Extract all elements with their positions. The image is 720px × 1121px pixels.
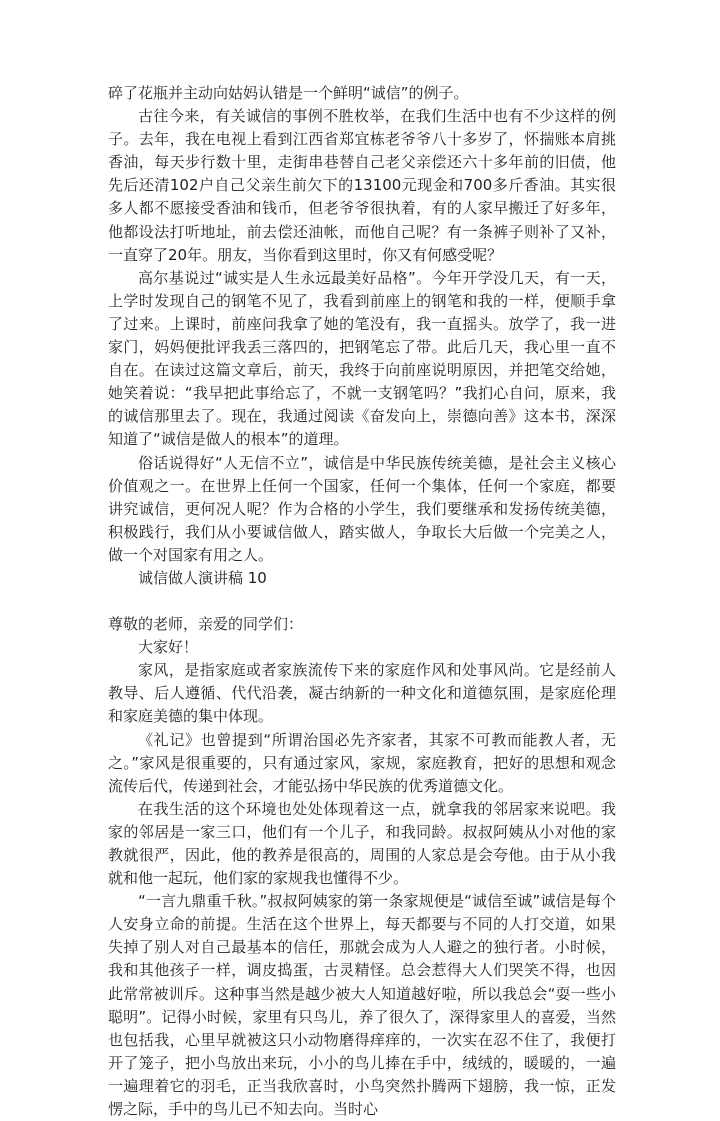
salutation: 尊敬的老师，亲爱的同学们： [108,615,304,634]
paragraph-neighbor: 在我生活的这个环境也处处体现着这一点，就拿我的邻居家来说吧。我家的邻居是一家三口，他们有一个儿子，和我同龄。叔叔阿姨从小对他的家教就很严，因此，他的教养是很高的，周围的人家总是会夸他。由于从小我就和他一起玩，他们家的家规我也懂得不少。 [108,799,616,888]
paragraph-gorky: 高尔基说过“诚实是人生永远最美好品格”。今年开学没几天，有一天，上学时发现自己的钢笔不见了，我看到前座上的钢笔和我的一样，便顺手拿了过来。上课时，前座问我拿了她的笔没有，我一直摇头。放学了，我一进家门，妈妈便批评我丢三落四的，把钢笔忘了带。此后几天，我心里一直不自在。在读过这篇文章后，前天，我终于向前座说明原因，并把笔交给她，她笑着说：“我早把此事给忘了，不就一支钢笔吗？”我扪心自问，原来，我的诚信那里去了。现在，我通过阅读《奋发向上，崇德向善》这本书，深深知道了“诚信是做人的根本”的道理。 [108,268,616,449]
section-spacer [108,590,616,613]
paragraph-liji: 《礼记》也曾提到“所谓治国必先齐家者，其家不可教而能教人者，无之。”家风是很重要的，只有通过家风，家规，家庭教育，把好的思想和观念流传后代，传递到社会，才能弘扬中华民族的优秀道德文化。 [108,730,616,795]
paragraph-honesty-story: “一言九鼎重千秋。”叔叔阿姨家的第一条家规便是“诚信至诚”诚信是每个人安身立命的前提。生活在这个世界上，每天都要与不同的人打交道，如果失掉了别人对自己最基本的信任，那就会成为人人避之的独行者。小时候，我和其他孩子一样，调皮捣蛋，古灵精怪。总会惹得大人们哭笑不得，也因此常常被训斥。这种事当然是越少被大人知道越好啦，所以我总会“耍一些小聪明”。记得小时候，家里有只鸟儿，养了很久了，深得家里人的喜爱，当然也包括我，心里早就被这只小动物磨得痒痒的，一次实在忍不住了，我便打开了笼子，把小鸟放出来玩，小小的鸟儿捧在手中，绒绒的，暖暖的，一遍一遍理着它的羽毛，正当我欣喜时，小鸟突然扑腾两下翅膀，我一惊，正发愣之际，手中的鸟儿已不知去向。当时心 [108,892,616,1119]
paragraph-examples: 古往今来，有关诚信的事例不胜枚举，在我们生活中也有不少这样的例子。去年，我在电视上看到江西省郑宜栋老爷爷八十多岁了，怀揣账本肩挑香油，每天步行数十里，走街串巷替自己老父亲偿还六十多年前的旧债，他先后还清102户自己父亲生前欠下的13100元现金和700多斤香油。其实很多人都不愿接受香油和钱币，但老爷爷很执着，有的人家早搬迁了好多年，他都设法打听地址，前去偿还油帐，而他自己呢？有一条裤子则补了又补，一直穿了20年。朋友，当你看到这里时，你又有何感受呢？ [108,107,616,264]
section-title: 诚信做人演讲稿 10 [138,568,267,587]
paragraph-proverb: 俗话说得好“人无信不立”，诚信是中华民族传统美德，是社会主义核心价值观之一。在世界上任何一个国家，任何一个集体，任何一个家庭，都要讲究诚信，更何况人呢？作为合格的小学生，我们要继承和发扬传统美德，积极践行，我们从小要诚信做人，踏实做人，争取长大后做一个完美之人，做一个对国家有用之人。 [108,453,616,564]
document-page [108,82,616,1121]
greeting: 大家好！ [138,638,199,657]
paragraph-continuation: 碎了花瓶并主动向姑妈认错是一个鲜明“诚信”的例子。 [108,84,469,102]
paragraph-family-style: 家风，是指家庭或者家族流传下来的家庭作风和处事风尚。它是经前人教导、后人遵循、代代沿袭，凝古纳新的一种文化和道德氛围，是家庭伦理和家庭美德的集中体现。 [108,661,616,726]
